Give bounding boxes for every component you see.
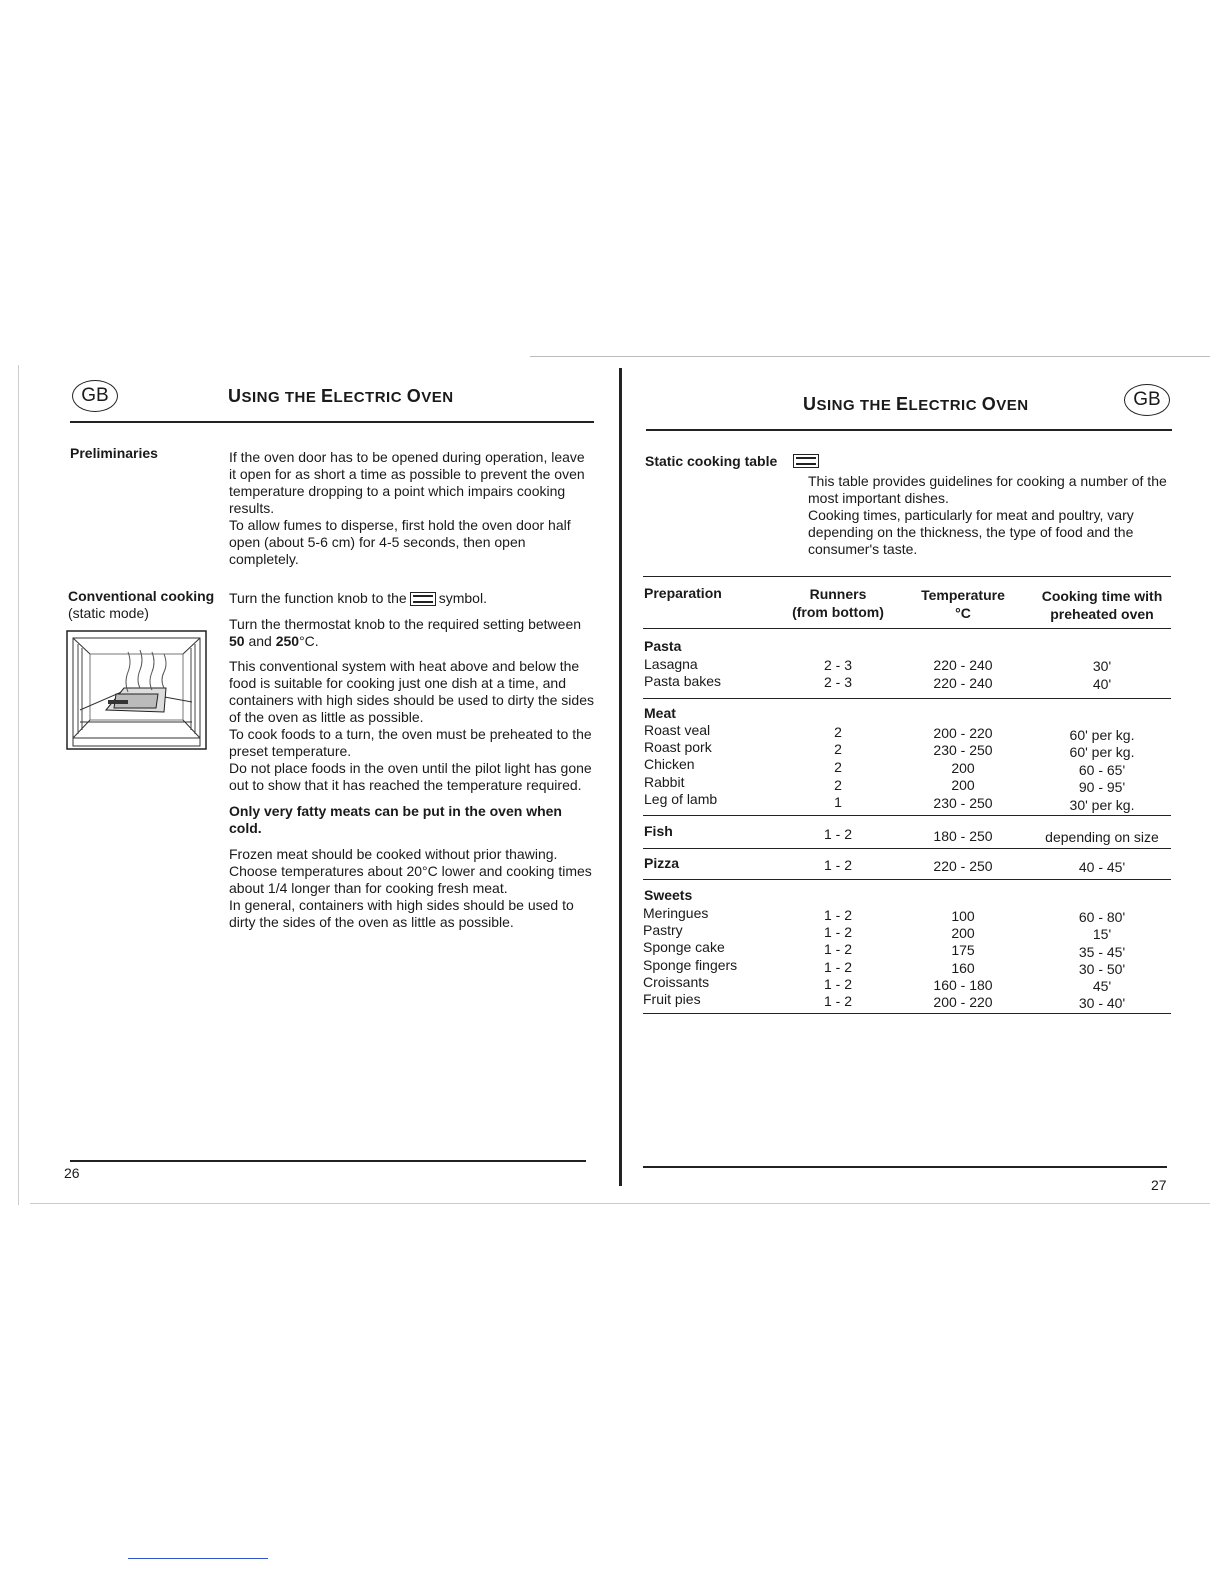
preliminaries-label: Preliminaries: [70, 445, 158, 461]
table-row-runners: 1 - 2: [823, 941, 852, 957]
title-rule-right: [646, 429, 1172, 431]
table-row-time: 60 - 80': [1078, 909, 1126, 925]
table-row-time: 60' per kg.: [1069, 727, 1135, 743]
table-row-temp: 200: [951, 777, 975, 793]
footer-rule-right: [643, 1166, 1167, 1168]
oven-illustration: [66, 630, 207, 750]
table-row-temp: 200 - 220: [933, 994, 993, 1010]
table-row-time: 30 - 40': [1078, 995, 1126, 1011]
table-row-temp: 200: [951, 925, 975, 941]
table-row-temp: 200: [951, 760, 975, 776]
table-row-name: Leg of lamb: [644, 791, 718, 807]
page-title-left: USING THE ELECTRIC OVEN: [228, 386, 454, 406]
group-meat: Meat: [644, 705, 676, 721]
table-row-time: 45': [1092, 978, 1112, 994]
table-row-temp: 220 - 240: [933, 675, 993, 691]
table-row-runners: 1: [834, 794, 842, 810]
table-row-runners: 2: [834, 777, 842, 793]
table-row-name: Sponge cake: [643, 939, 725, 955]
table-row-time: 60' per kg.: [1069, 744, 1135, 760]
meat-rule: [643, 815, 1171, 816]
fish-time: depending on size: [1045, 829, 1159, 845]
table-row-runners: 1 - 2: [823, 976, 852, 992]
table-row-time: 30': [1092, 658, 1112, 674]
group-pizza: Pizza: [644, 855, 680, 871]
table-row-runners: 1 - 2: [823, 993, 852, 1009]
page-title-right: USING THE ELECTRIC OVEN: [803, 394, 1029, 414]
table-row-time: 35 - 45': [1078, 944, 1126, 960]
group-sweets: Sweets: [644, 887, 693, 903]
page-number-right: 27: [1151, 1177, 1167, 1193]
header-cooking-time: Cooking time with preheated oven: [1041, 588, 1163, 622]
conventional-cooking-text: Turn the function knob to the symbol. Turn the thermostat knob to the required setting between 50 and 250°C. This conventional system with heat above and below the food is suitable for cooking just one dish at a time, and containers with high sides should be used to dirty the sides of the oven as little as possible. To cook foods to a turn, the oven must be preheated to the preset temperature. Do not place foods in the oven until the pilot light has gone out to show that it has reached the temperature required. Only very fatty meats can be put in the oven when cold. Frozen meat should be cooked without prior thawing. Choose temperatures about 20°C lower and cooking times about 1/4 longer than for cooking fresh meat. In general, containers with high sides should be used to dirty the sides of the oven as little as possible.: [229, 590, 594, 930]
table-row-name: Rabbit: [644, 774, 685, 790]
preliminaries-text: If the oven door has to be opened during operation, leave it open for as short a time as possible to prevent the oven temperature dropping to a point which impairs cooking results. To allow fumes to disperse, first hold the oven door half open (about 5-6 cm) for 4-5 seconds, then open completely.: [229, 449, 585, 567]
group-pasta: Pasta: [644, 638, 682, 654]
page-number-left: 26: [64, 1165, 80, 1181]
top-scan-line: [530, 356, 1210, 357]
table-row-time: 60 - 65': [1078, 762, 1126, 778]
table-row-temp: 200 - 220: [933, 725, 993, 741]
table-row-time: 30 - 50': [1078, 961, 1126, 977]
fish-rule: [643, 848, 1171, 849]
region-badge-right: GB: [1124, 384, 1170, 416]
pizza-time: 40 - 45': [1078, 859, 1126, 875]
table-row-runners: 2 - 3: [823, 657, 852, 673]
pizza-rule: [643, 879, 1171, 880]
page-gutter: [619, 368, 622, 1186]
table-row-time: 40': [1092, 676, 1112, 692]
footer-rule-left: [70, 1160, 586, 1162]
header-runners: Runners (from bottom): [792, 586, 884, 620]
table-row-temp: 160 - 180: [933, 977, 993, 993]
left-edge-line: [18, 365, 19, 1205]
pizza-runners: 1 - 2: [823, 857, 852, 873]
table-row-temp: 100: [951, 908, 975, 924]
fatty-meat-warning: Only very fatty meats can be put in the oven when cold.: [229, 803, 562, 836]
table-row-name: Croissants: [643, 974, 710, 990]
table-row-time: 30' per kg.: [1069, 797, 1135, 813]
table-row-name: Meringues: [643, 905, 709, 921]
header-preparation: Preparation: [644, 585, 722, 601]
table-row-temp: 160: [951, 960, 975, 976]
table-row-name: Sponge fingers: [643, 957, 738, 973]
region-badge-left: GB: [72, 380, 118, 412]
bottom-scan-line: [30, 1203, 1210, 1204]
table-row-name: Roast veal: [644, 722, 711, 738]
fish-temp: 180 - 250: [933, 828, 993, 844]
static-mode-symbol-icon: [410, 592, 436, 606]
static-cooking-table-label: Static cooking table: [645, 453, 778, 469]
table-row-name: Pastry: [643, 922, 683, 938]
pizza-temp: 220 - 250: [933, 858, 993, 874]
table-row-runners: 2: [834, 724, 842, 740]
conventional-cooking-label: Conventional cooking: [68, 588, 215, 604]
static-mode-symbol-icon-table: [790, 452, 822, 470]
table-row-runners: 1 - 2: [823, 959, 852, 975]
table-row-time: 15': [1092, 926, 1112, 942]
table-row-name: Roast pork: [644, 739, 712, 755]
conventional-cooking-sublabel: (static mode): [68, 605, 149, 621]
header-bottom-rule: [643, 628, 1171, 629]
bottom-link-underline: [128, 1558, 268, 1559]
table-row-temp: 220 - 240: [933, 657, 993, 673]
table-row-temp: 230 - 250: [933, 795, 993, 811]
table-row-name: Lasagna: [644, 656, 698, 672]
title-rule-left: [70, 421, 594, 423]
table-row-runners: 1 - 2: [823, 907, 852, 923]
table-top-rule: [643, 576, 1171, 577]
table-row-name: Pasta bakes: [644, 673, 722, 689]
header-temperature: Temperature °C: [921, 587, 1005, 621]
table-row-name: Chicken: [644, 756, 695, 772]
table-row-temp: 175: [951, 942, 975, 958]
table-row-runners: 2: [834, 759, 842, 775]
group-fish: Fish: [644, 823, 673, 839]
table-row-name: Fruit pies: [643, 991, 701, 1007]
table-row-runners: 2 - 3: [823, 674, 852, 690]
table-bottom-rule: [643, 1013, 1171, 1014]
table-row-temp: 230 - 250: [933, 742, 993, 758]
table-row-time: 90 - 95': [1078, 779, 1126, 795]
pasta-rule: [643, 698, 1171, 699]
table-row-runners: 2: [834, 741, 842, 757]
fish-runners: 1 - 2: [823, 826, 852, 842]
table-row-runners: 1 - 2: [823, 924, 852, 940]
static-table-intro: This table provides guidelines for cooking a number of the most important dishes. Cooking times, particularly for meat and poultry, vary depending on the thickness, the type of food and the consumer's taste.: [808, 473, 1167, 557]
